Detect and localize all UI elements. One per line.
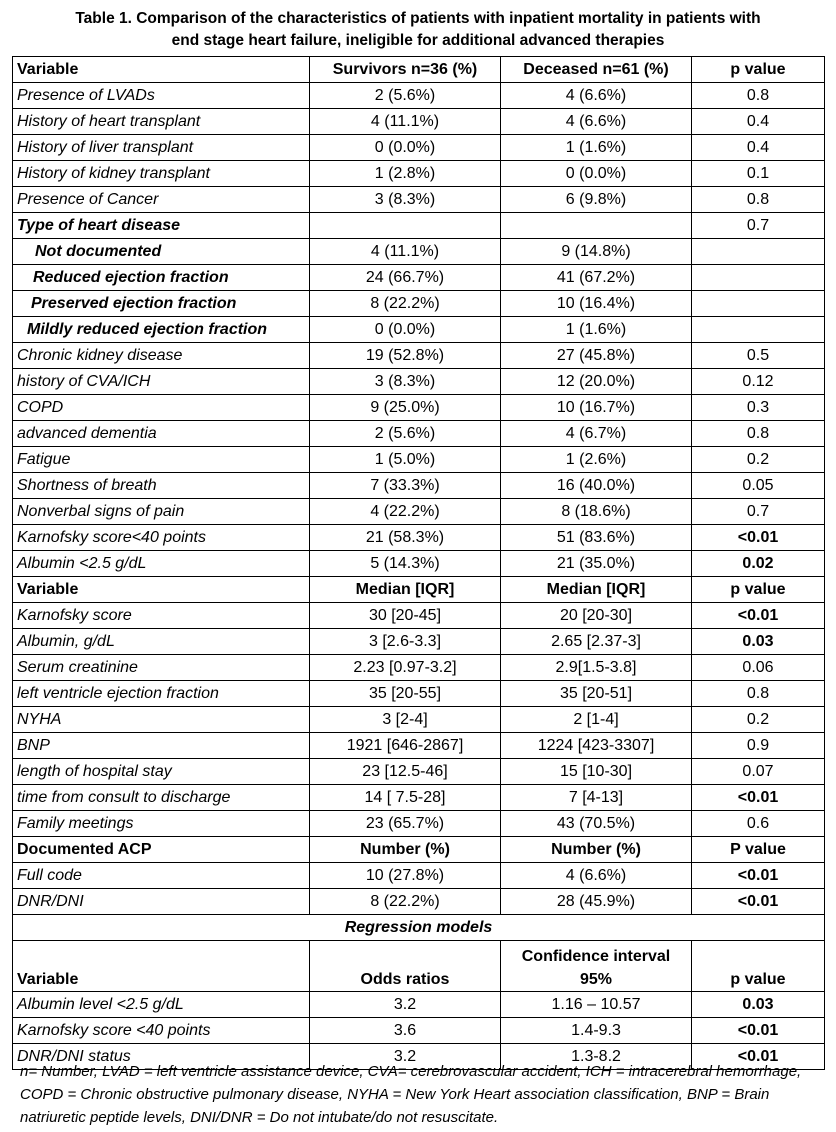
p-value-cell: 0.02: [692, 551, 825, 577]
odds-ratio-cell: 3.2: [310, 992, 501, 1018]
variable-cell: NYHA: [13, 707, 310, 733]
survivors-cell: 2 (5.6%): [310, 421, 501, 447]
deceased-cell: 43 (70.5%): [501, 811, 692, 837]
survivors-cell: 7 (33.3%): [310, 473, 501, 499]
p-value-cell: 0.4: [692, 109, 825, 135]
table-row: [13, 395, 825, 421]
deceased-cell: 4 (6.7%): [501, 421, 692, 447]
survivors-cell: 8 (22.2%): [310, 889, 501, 915]
survivors-cell: 24 (66.7%): [310, 265, 501, 291]
table-row: [13, 499, 825, 525]
variable-cell: Albumin, g/dL: [13, 629, 310, 655]
deceased-cell: 2 [1-4]: [501, 707, 692, 733]
p-value-cell: <0.01: [692, 1018, 825, 1044]
confidence-interval-cell: 1.3-8.2: [501, 1044, 692, 1070]
regression-header-cell: Confidence interval 95%: [501, 941, 692, 992]
header-cell: P value: [692, 837, 825, 863]
variable-cell: time from consult to discharge: [13, 785, 310, 811]
deceased-cell: 4 (6.6%): [501, 863, 692, 889]
header-cell: Variable: [13, 57, 310, 83]
table-row: [13, 135, 825, 161]
variable-cell: DNR/DNI: [13, 889, 310, 915]
deceased-cell: 16 (40.0%): [501, 473, 692, 499]
p-value-cell: 0.7: [692, 213, 825, 239]
p-value-cell: 0.8: [692, 83, 825, 109]
deceased-cell: 7 [4-13]: [501, 785, 692, 811]
table-title-line-1: Table 1. Comparison of the characteristics of patients with inpatient mortality in patients with: [75, 10, 761, 27]
survivors-cell: 0 (0.0%): [310, 317, 501, 343]
table-row: [13, 473, 825, 499]
footnote: n= Number, LVAD = left ventricle assistance device, CVA= cerebrovascular accident, ICH = intracerebral hemorrhage, COPD = Chronic obstructive pulmonary disease, NYHA = New York Heart association classification, BNP = Brain natriuretic peptide levels, DNI/DNR = Do not intubate/do not resuscitate.: [20, 1063, 802, 1126]
survivors-cell: 2 (5.6%): [310, 83, 501, 109]
survivors-cell: 1 (5.0%): [310, 447, 501, 473]
table-row: [13, 161, 825, 187]
table-row: [13, 811, 825, 837]
confidence-interval-cell: 1.4-9.3: [501, 1018, 692, 1044]
variable-cell: Nonverbal signs of pain: [13, 499, 310, 525]
table-row: [13, 213, 825, 239]
regression-header-cell: p value: [692, 941, 825, 992]
header-cell: Survivors n=36 (%): [310, 57, 501, 83]
deceased-cell: 4 (6.6%): [501, 83, 692, 109]
p-value-cell: <0.01: [692, 785, 825, 811]
survivors-cell: 4 (11.1%): [310, 109, 501, 135]
survivors-cell: 1921 [646-2867]: [310, 733, 501, 759]
p-value-cell: 0.5: [692, 343, 825, 369]
table-row: [13, 655, 825, 681]
survivors-cell: 0 (0.0%): [310, 135, 501, 161]
p-value-cell: 0.8: [692, 681, 825, 707]
survivors-cell: 21 (58.3%): [310, 525, 501, 551]
deceased-cell: 41 (67.2%): [501, 265, 692, 291]
deceased-cell: [501, 213, 692, 239]
variable-cell: Shortness of breath: [13, 473, 310, 499]
header-cell: Median [IQR]: [501, 577, 692, 603]
table-row: [13, 109, 825, 135]
p-value-cell: 0.07: [692, 759, 825, 785]
deceased-cell: 21 (35.0%): [501, 551, 692, 577]
odds-ratio-cell: 3.6: [310, 1018, 501, 1044]
variable-cell: BNP: [13, 733, 310, 759]
table-row: [13, 317, 825, 343]
p-value-cell: 0.1: [692, 161, 825, 187]
header-cell: Deceased n=61 (%): [501, 57, 692, 83]
deceased-cell: 10 (16.4%): [501, 291, 692, 317]
variable-cell: Karnofsky score<40 points: [13, 525, 310, 551]
variable-cell: Fatigue: [13, 447, 310, 473]
deceased-cell: 35 [20-51]: [501, 681, 692, 707]
survivors-cell: 3 (8.3%): [310, 369, 501, 395]
table-row: [13, 603, 825, 629]
survivors-cell: 4 (11.1%): [310, 239, 501, 265]
variable-cell: Reduced ejection fraction: [13, 265, 310, 291]
variable-cell: History of heart transplant: [13, 109, 310, 135]
table-row: [13, 785, 825, 811]
survivors-cell: 3 (8.3%): [310, 187, 501, 213]
variable-cell: Not documented: [13, 239, 310, 265]
p-value-cell: 0.8: [692, 421, 825, 447]
survivors-cell: 3 [2-4]: [310, 707, 501, 733]
p-value-cell: [692, 317, 825, 343]
variable-cell: COPD: [13, 395, 310, 421]
header-cell: Number (%): [310, 837, 501, 863]
p-value-cell: <0.01: [692, 863, 825, 889]
table-row: [13, 343, 825, 369]
regression-title-row: [13, 915, 825, 941]
variable-cell: length of hospital stay: [13, 759, 310, 785]
table-row: [13, 863, 825, 889]
variable-cell: Chronic kidney disease: [13, 343, 310, 369]
header-row: [13, 57, 825, 83]
p-value-cell: <0.01: [692, 525, 825, 551]
table-row: [13, 83, 825, 109]
survivors-cell: 9 (25.0%): [310, 395, 501, 421]
deceased-cell: 12 (20.0%): [501, 369, 692, 395]
variable-cell: Preserved ejection fraction: [13, 291, 310, 317]
variable-cell: left ventricle ejection fraction: [13, 681, 310, 707]
deceased-cell: 2.65 [2.37-3]: [501, 629, 692, 655]
header-cell: Documented ACP: [13, 837, 310, 863]
table-row: [13, 369, 825, 395]
regression-header-cell: Odds ratios: [310, 941, 501, 992]
variable-cell: Karnofsky score <40 points: [13, 1018, 310, 1044]
variable-cell: Presence of LVADs: [13, 83, 310, 109]
confidence-interval-cell: 1.16 – 10.57: [501, 992, 692, 1018]
variable-cell: Albumin <2.5 g/dL: [13, 551, 310, 577]
p-value-cell: 0.03: [692, 992, 825, 1018]
table-row: [13, 733, 825, 759]
header-cell: p value: [692, 577, 825, 603]
p-value-cell: [692, 265, 825, 291]
p-value-cell: <0.01: [692, 603, 825, 629]
table-row: [13, 421, 825, 447]
survivors-cell: 3 [2.6-3.3]: [310, 629, 501, 655]
survivors-cell: 2.23 [0.97-3.2]: [310, 655, 501, 681]
characteristics-table: [12, 56, 825, 1070]
regression-header-row: [13, 941, 825, 992]
variable-cell: Karnofsky score: [13, 603, 310, 629]
p-value-cell: 0.8: [692, 187, 825, 213]
p-value-cell: 0.3: [692, 395, 825, 421]
survivors-cell: [310, 213, 501, 239]
deceased-cell: 10 (16.7%): [501, 395, 692, 421]
p-value-cell: <0.01: [692, 1044, 825, 1070]
table-row: [13, 629, 825, 655]
header-row: [13, 577, 825, 603]
deceased-cell: 1 (1.6%): [501, 135, 692, 161]
table-row: [13, 239, 825, 265]
table-title: [0, 8, 836, 52]
survivors-cell: 30 [20-45]: [310, 603, 501, 629]
deceased-cell: 28 (45.9%): [501, 889, 692, 915]
regression-header-cell: Variable: [13, 941, 310, 992]
deceased-cell: 4 (6.6%): [501, 109, 692, 135]
survivors-cell: 10 (27.8%): [310, 863, 501, 889]
regression-title: Regression models: [13, 915, 825, 941]
header-cell: Variable: [13, 577, 310, 603]
survivors-cell: 35 [20-55]: [310, 681, 501, 707]
survivors-cell: 4 (22.2%): [310, 499, 501, 525]
variable-cell: history of CVA/ICH: [13, 369, 310, 395]
p-value-cell: 0.12: [692, 369, 825, 395]
table-row: [13, 447, 825, 473]
table-row: [13, 291, 825, 317]
survivors-cell: 14 [ 7.5-28]: [310, 785, 501, 811]
variable-cell: Full code: [13, 863, 310, 889]
odds-ratio-cell: 3.2: [310, 1044, 501, 1070]
table-row: [13, 525, 825, 551]
p-value-cell: 0.2: [692, 447, 825, 473]
header-cell: Number (%): [501, 837, 692, 863]
header-cell: p value: [692, 57, 825, 83]
deceased-cell: 1224 [423-3307]: [501, 733, 692, 759]
variable-cell: Presence of Cancer: [13, 187, 310, 213]
deceased-cell: 1 (2.6%): [501, 447, 692, 473]
variable-cell: Type of heart disease: [13, 213, 310, 239]
p-value-cell: [692, 239, 825, 265]
p-value-cell: <0.01: [692, 889, 825, 915]
deceased-cell: 6 (9.8%): [501, 187, 692, 213]
variable-cell: Serum creatinine: [13, 655, 310, 681]
p-value-cell: 0.6: [692, 811, 825, 837]
table-title-line-2: end stage heart failure, ineligible for additional advanced therapies: [171, 32, 665, 49]
variable-cell: Family meetings: [13, 811, 310, 837]
deceased-cell: 9 (14.8%): [501, 239, 692, 265]
table-row: [13, 889, 825, 915]
deceased-cell: 8 (18.6%): [501, 499, 692, 525]
header-row: [13, 837, 825, 863]
survivors-cell: 23 [12.5-46]: [310, 759, 501, 785]
survivors-cell: 19 (52.8%): [310, 343, 501, 369]
table-row: [13, 265, 825, 291]
deceased-cell: 0 (0.0%): [501, 161, 692, 187]
variable-cell: History of liver transplant: [13, 135, 310, 161]
table-row: [13, 759, 825, 785]
variable-cell: DNR/DNI status: [13, 1044, 310, 1070]
p-value-cell: 0.4: [692, 135, 825, 161]
deceased-cell: 15 [10-30]: [501, 759, 692, 785]
regression-row: [13, 1018, 825, 1044]
survivors-cell: 5 (14.3%): [310, 551, 501, 577]
survivors-cell: 23 (65.7%): [310, 811, 501, 837]
header-cell: Median [IQR]: [310, 577, 501, 603]
p-value-cell: [692, 291, 825, 317]
deceased-cell: 20 [20-30]: [501, 603, 692, 629]
p-value-cell: 0.03: [692, 629, 825, 655]
regression-row: [13, 992, 825, 1018]
variable-cell: Albumin level <2.5 g/dL: [13, 992, 310, 1018]
table-body: [13, 57, 825, 1070]
table-row: [13, 707, 825, 733]
deceased-cell: 51 (83.6%): [501, 525, 692, 551]
p-value-cell: 0.05: [692, 473, 825, 499]
p-value-cell: 0.2: [692, 707, 825, 733]
deceased-cell: 2.9[1.5-3.8]: [501, 655, 692, 681]
table-row: [13, 551, 825, 577]
deceased-cell: 1 (1.6%): [501, 317, 692, 343]
p-value-cell: 0.06: [692, 655, 825, 681]
table-row: [13, 187, 825, 213]
variable-cell: History of kidney transplant: [13, 161, 310, 187]
p-value-cell: 0.7: [692, 499, 825, 525]
p-value-cell: 0.9: [692, 733, 825, 759]
survivors-cell: 1 (2.8%): [310, 161, 501, 187]
survivors-cell: 8 (22.2%): [310, 291, 501, 317]
variable-cell: advanced dementia: [13, 421, 310, 447]
variable-cell: Mildly reduced ejection fraction: [13, 317, 310, 343]
table-row: [13, 681, 825, 707]
deceased-cell: 27 (45.8%): [501, 343, 692, 369]
